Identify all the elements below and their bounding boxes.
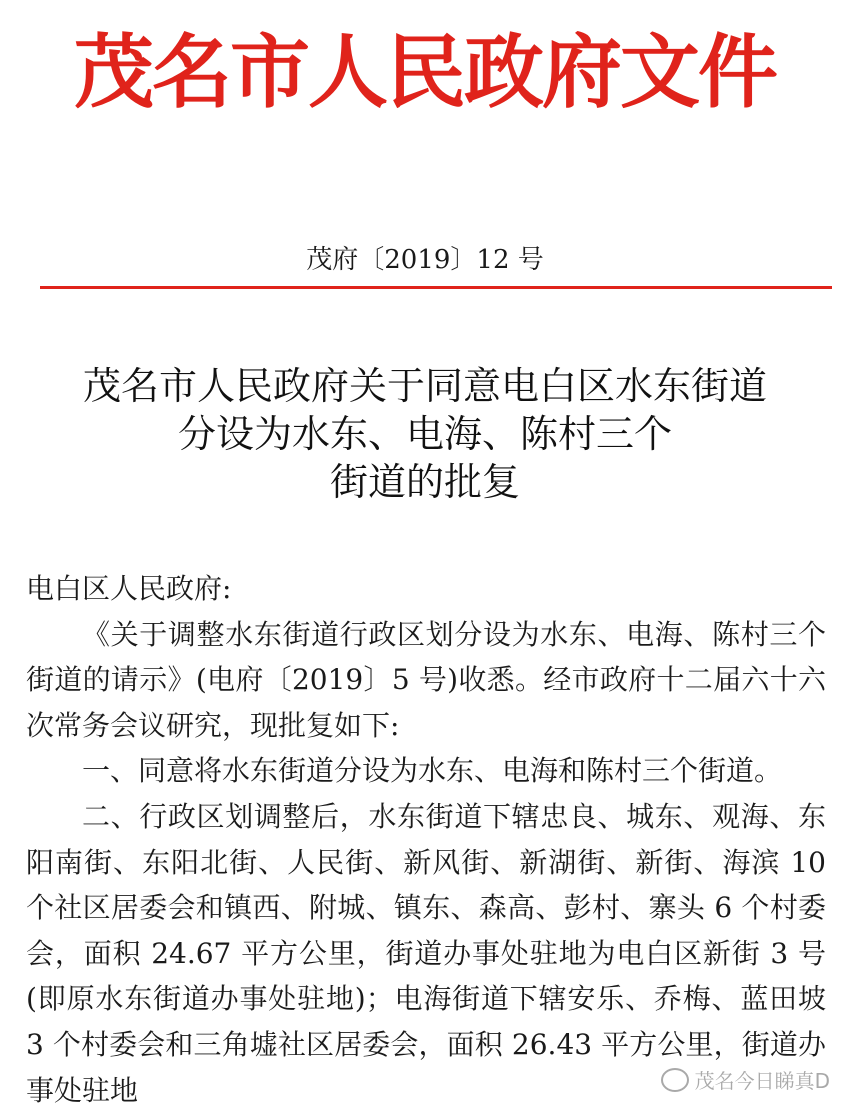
red-divider-line (40, 286, 832, 289)
title-line-1: 茂名市人民政府关于同意电白区水东街道 (82, 364, 767, 408)
document-body (26, 566, 826, 1113)
title-line-2: 分设为水东、电海、陈村三个 (177, 412, 672, 456)
document-title (30, 362, 820, 506)
document-number: 茂府〔2019〕12 号 (306, 245, 544, 275)
salutation: 电白区人民政府: (26, 572, 232, 605)
title-line-3: 街道的批复 (329, 460, 520, 504)
watermark-label: 茂名今日睇真D (694, 1069, 830, 1093)
document-masthead: 茂名市人民政府文件 (74, 26, 776, 119)
watermark (661, 1065, 830, 1094)
paragraph-request: 《关于调整水东街道行政区划分设为水东、电海、陈村三个街道的请示》(电府〔2019〕5 号)收悉。经市政府十二届六十六次常务会议研究，现批复如下: (26, 617, 826, 742)
paragraph-item-1: 一、同意将水东街道分设为水东、电海和陈村三个街道。 (82, 754, 783, 788)
wechat-icon (661, 1068, 689, 1092)
paragraph-item-2: 二、行政区划调整后，水东街道下辖忠良、城东、观海、东阳南街、东阳北街、人民街、新风街、新湖街、新街、海滨 10 个社区居委会和镇西、附城、镇东、森高、彭村、寨头 6 个村委会，面积 24.67 平方公里，街道办事处驻地为电白区新街 3 号(即原水东街道办事处驻地)；电海街道下辖安乐、乔梅、蓝田坡 3 个村委会和三角墟社区居委会，面积 26.43 平方公里，街道办事处驻地 (26, 799, 826, 1107)
